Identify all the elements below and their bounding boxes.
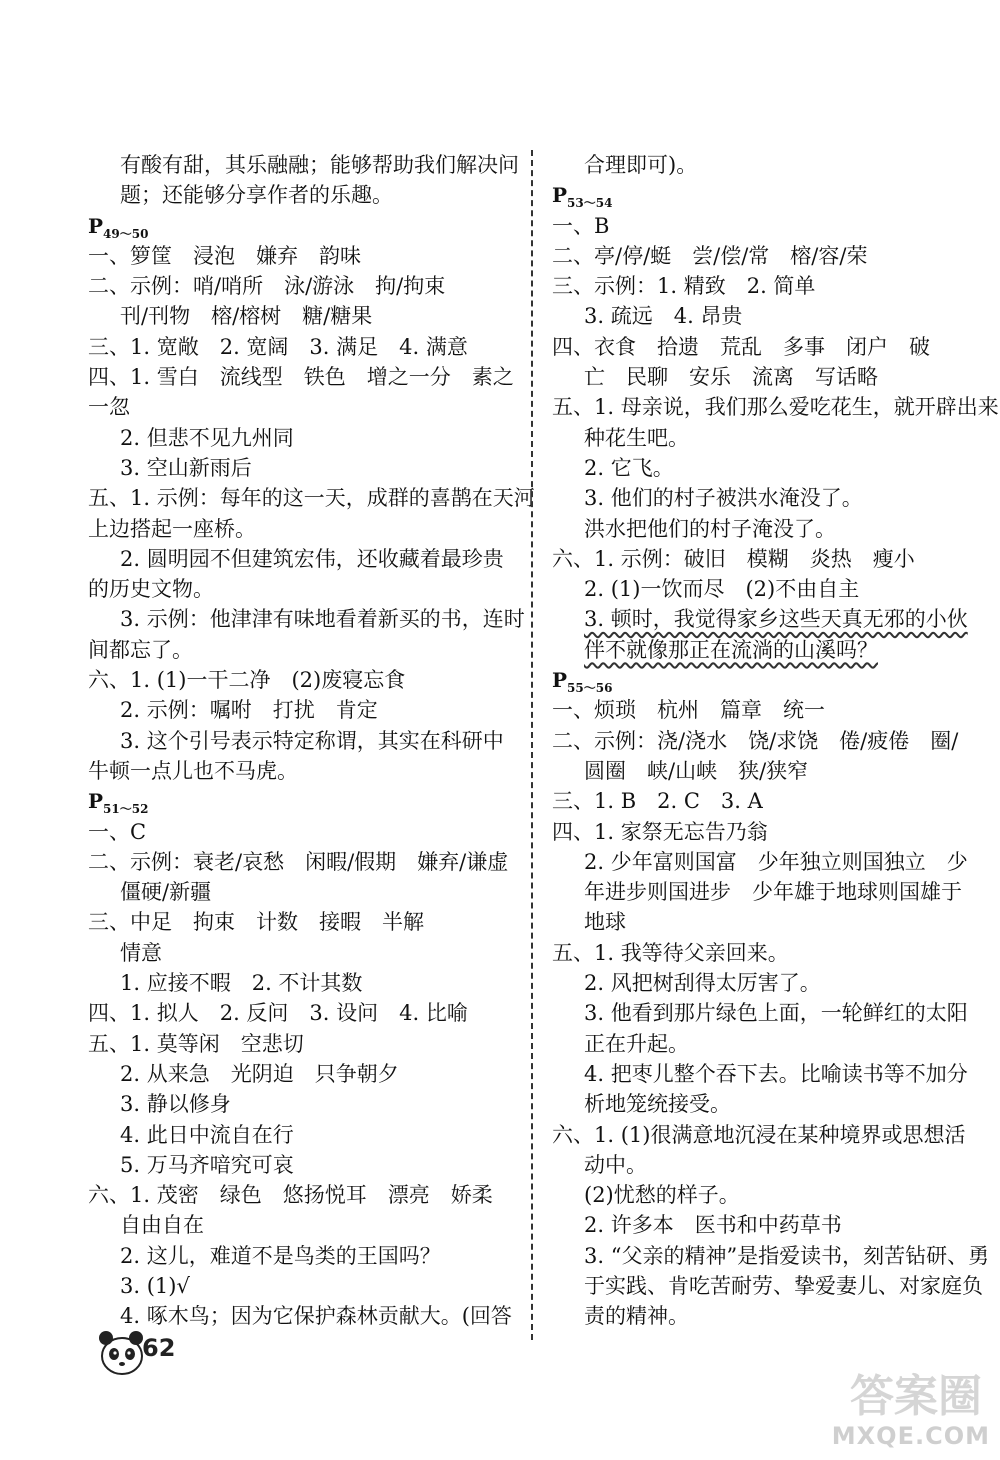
answer-line: 牛顿一点儿也不马虎。: [88, 758, 298, 783]
answer-line: (2)忧愁的样子。: [584, 1183, 740, 1208]
answer-line: 析地笼统接受。: [584, 1092, 731, 1117]
answer-line: 4. 啄木鸟；因为它保护森林贡献大。(回答: [120, 1304, 512, 1329]
answer-line: 4. 此日中流自在行: [120, 1122, 294, 1147]
answer-line: 3. 他看到那片绿色上面，一轮鲜红的太阳: [584, 1001, 968, 1026]
answer-line: 种花生吧。: [584, 425, 689, 450]
page-range-prefix: P: [552, 183, 568, 208]
answer-line: 1. 应接不暇 2. 不计其数: [120, 971, 363, 996]
answer-line: 洪水把他们的村子淹没了。: [584, 516, 836, 541]
answer-line: 有酸有甜，其乐融融；能够帮助我们解决问: [120, 153, 519, 177]
answer-line: 四、1. 雪白 流线型 铁色 增之一分 素之: [88, 365, 514, 390]
answer-line: 伴不就像那正在流淌的山溪吗？: [584, 637, 878, 662]
answer-line: 二、亭/停/蜓 尝/偿/常 榕/容/荣: [552, 243, 868, 268]
watermark: [790, 1360, 990, 1450]
left-answer-column: [88, 150, 535, 1332]
right-answer-column: [552, 150, 999, 1332]
section-heading: [88, 786, 508, 816]
answer-line: 五、1. 母亲说，我们那么爱吃花生，就开辟出来: [552, 395, 999, 420]
watermark-text: MXQE.COM: [831, 1422, 990, 1450]
watermark-logo: 答案圈: [850, 1371, 982, 1422]
answer-line: 3. 顿时，我觉得家乡这些天真无邪的小伙: [584, 607, 968, 632]
answer-line: 三、示例：1. 精致 2. 简单: [552, 274, 816, 299]
answer-line: 2. 风把树刮得太厉害了。: [584, 971, 821, 996]
answer-line: 二、示例：哨/哨所 泳/游泳 拘/拘束: [88, 274, 446, 299]
answer-line: 四、1. 家祭无忘告乃翁: [552, 819, 768, 844]
section-heading: [552, 180, 972, 210]
answer-line: 地球: [584, 910, 626, 935]
answer-line: 六、1. 茂密 绿色 悠扬悦耳 漂亮 娇柔: [88, 1183, 493, 1208]
answer-line: 3. 疏远 4. 昂贵: [584, 304, 743, 329]
answer-line: 三、1. 宽敞 2. 宽阔 3. 满足 4. 满意: [88, 334, 468, 359]
answer-line: 年进步则国进步 少年雄于地球则国雄于: [584, 880, 962, 905]
answer-line: 正在升起。: [584, 1031, 689, 1056]
answer-line: 题；还能够分享作者的乐趣。: [120, 183, 393, 208]
answer-line: 2. 圆明园不但建筑宏伟，还收藏着最珍贵: [120, 546, 504, 571]
page-range-prefix: P: [88, 789, 104, 814]
answer-line: 六、1. 示例：破旧 模糊 炎热 瘦小: [552, 546, 915, 571]
answer-line: 2. 示例：嘱咐 打扰 肯定: [120, 698, 378, 723]
page-range: 49～50: [103, 226, 149, 241]
answer-line: 一、烦琐 杭州 篇章 统一: [552, 698, 825, 723]
answer-line: 2. 但悲不见九州同: [120, 425, 294, 450]
answer-line: 僵硬/新疆: [120, 880, 212, 905]
answer-line: 2. 许多本 医书和中药草书: [584, 1213, 842, 1238]
answer-line: 一、B: [552, 213, 610, 238]
answer-line: 2. 少年富则国富 少年独立则国独立 少: [584, 849, 968, 874]
answer-line: 2. 这儿，难道不是鸟类的王国吗？: [120, 1243, 441, 1268]
column-divider: [531, 150, 533, 1340]
answer-line: 动中。: [584, 1152, 647, 1177]
answer-line: 上边搭起一座桥。: [88, 516, 256, 541]
answer-line: 自由自在: [120, 1213, 204, 1238]
answer-line: 3. “父亲的精神”是指爱读书，刻苦钻研、勇: [584, 1243, 990, 1268]
page-number: 62: [142, 1334, 176, 1362]
answer-line: 五、1. 示例：每年的这一天，成群的喜鹊在天河: [88, 486, 535, 511]
answer-line: 2. 它飞。: [584, 455, 674, 480]
page-range: 51～52: [103, 802, 149, 817]
answer-line: 一忽: [88, 395, 130, 420]
page-number-badge: [92, 1322, 192, 1382]
answer-line: 二、示例：浇/浇水 饶/求饶 倦/疲倦 圈/: [552, 728, 959, 753]
answer-line: 圆圈 峡/山峡 狭/狭窄: [584, 758, 809, 783]
page-range: 55～56: [567, 681, 613, 696]
answer-line: 四、衣食 拾遗 荒乱 多事 闭户 破: [552, 334, 930, 359]
page-range-prefix: P: [552, 668, 568, 693]
answer-line: 五、1. 莫等闲 空悲切: [88, 1031, 304, 1056]
answer-line: 间都忘了。: [88, 637, 193, 662]
answer-line: 3. 他们的村子被洪水淹没了。: [584, 486, 863, 511]
answer-line: 一、C: [88, 819, 147, 844]
answer-line: 刊/刊物 榕/榕树 糖/糖果: [120, 304, 373, 329]
answer-line: 的历史文物。: [88, 577, 214, 602]
page-range: 53～54: [567, 196, 613, 211]
answer-line: 亡 民聊 安乐 流离 写话略: [584, 365, 878, 390]
answer-line: 合理即可)。: [584, 153, 698, 177]
page-range-prefix: P: [88, 213, 104, 238]
answer-line: 5. 万马齐喑究可哀: [120, 1152, 294, 1177]
answer-line: 3. 静以修身: [120, 1092, 231, 1117]
answer-line: 三、中足 拘束 计数 接暇 半解: [88, 910, 424, 935]
answer-line: 3. 示例：他津津有味地看着新买的书，连时: [120, 607, 525, 632]
answer-line: 五、1. 我等待父亲回来。: [552, 940, 789, 965]
answer-line: 2. 从来急 光阴迫 只争朝夕: [120, 1061, 399, 1086]
answer-line: 六、1. (1)很满意地沉浸在某种境界或思想活: [552, 1122, 966, 1147]
answer-line: 二、示例：衰老/哀愁 闲暇/假期 嫌弃/谦虚: [88, 849, 509, 874]
answer-line: 三、1. B 2. C 3. A: [552, 789, 763, 814]
answer-line: 责的精神。: [584, 1304, 689, 1329]
answer-line: 4. 把枣儿整个吞下去。比喻读书等不加分: [584, 1061, 968, 1086]
answer-line: 3. 空山新雨后: [120, 455, 252, 480]
answer-line: 3. 这个引号表示特定称谓，其实在科研中: [120, 728, 504, 753]
answer-line: 3. (1)√: [120, 1273, 190, 1298]
answer-line: 六、1. (1)一干二净 (2)废寝忘食: [88, 668, 406, 693]
answer-line: 于实践、肯吃苦耐劳、挚爱妻儿、对家庭负: [584, 1273, 983, 1298]
answer-line: 2. (1)一饮而尽 (2)不由自主: [584, 577, 860, 602]
answer-line: 四、1. 拟人 2. 反问 3. 设问 4. 比喻: [88, 1001, 468, 1026]
answer-line: 一、箩筐 浸泡 嫌弃 韵味: [88, 243, 361, 268]
answer-line: 情意: [120, 940, 162, 965]
section-heading: [88, 211, 508, 241]
section-heading: [552, 665, 972, 695]
